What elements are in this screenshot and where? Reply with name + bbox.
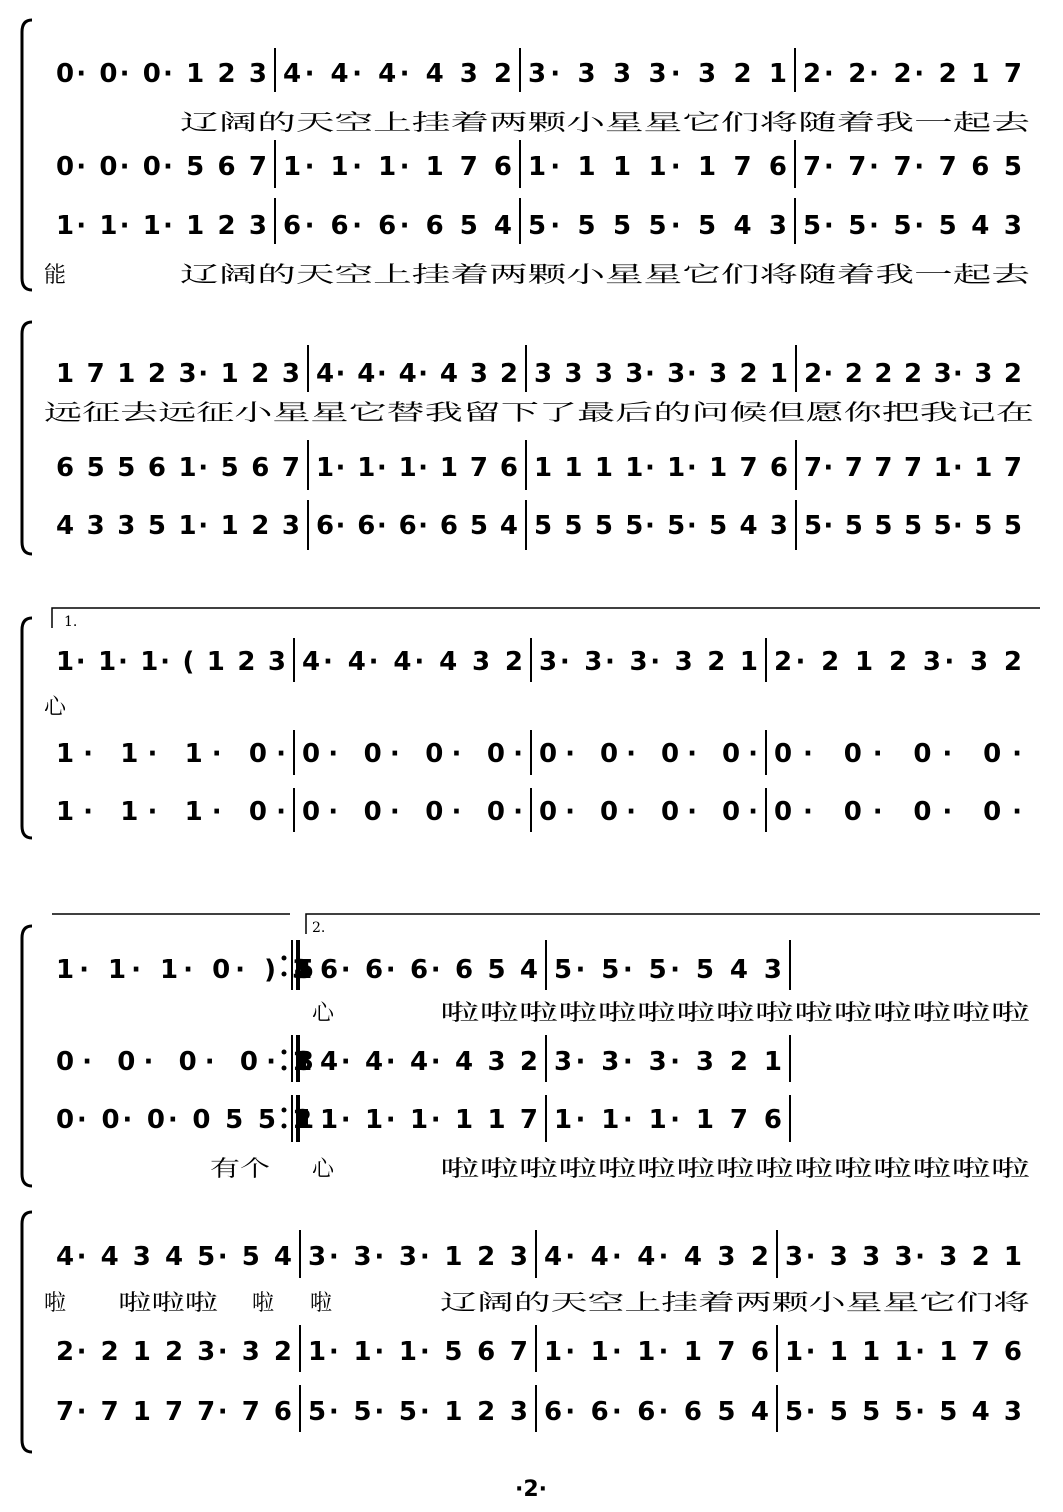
measure: 1· 1 1 1· 1 7 6 bbox=[785, 1337, 1022, 1367]
measure: 1· 1· 1· 1 7 6 bbox=[316, 453, 518, 483]
measure: 2· 2 1 2 3· 3 2 bbox=[56, 1337, 292, 1367]
measure: 1· 1 1 1· 1 7 6 bbox=[528, 152, 787, 182]
measure: 5· 5· 5· 5 4 3 bbox=[554, 955, 782, 985]
measure: 2· 2 1 2 3· 3 2 bbox=[774, 647, 1022, 677]
measure: 4· 4· 4· 4 3 2 bbox=[302, 647, 523, 677]
lyrics-row: 辽阔的天空上挂着两颗小星星它们将随着我一起去 bbox=[180, 263, 1030, 288]
measure: 6· 6· 6· 6 5 4 bbox=[320, 955, 538, 985]
volta-number: 2. bbox=[312, 920, 326, 936]
lyrics-row: 心 bbox=[44, 695, 67, 720]
system-bracket bbox=[22, 926, 32, 1186]
measure: 1· 1· 1· ( 1 2 3 bbox=[56, 647, 286, 677]
measure: 1 7 1 2 3· 1 2 3 bbox=[56, 359, 300, 389]
measure: 2· 2· 2· 2 1 7 bbox=[803, 59, 1022, 89]
measure: 0· 0· 0· 1 2 3 bbox=[56, 59, 267, 89]
measure: 5· 5 5 5· 5 4 3 bbox=[785, 1397, 1022, 1427]
measure: 1· 1· 1· 3 4 5 bbox=[292, 955, 315, 985]
system-bracket bbox=[22, 1212, 32, 1452]
lyrics-row: 啦啦啦 bbox=[118, 1291, 218, 1316]
repeat-dots bbox=[282, 956, 287, 1129]
lyrics-row: 啦 bbox=[44, 1291, 67, 1316]
measure: 0· 0· 0· 0· bbox=[539, 797, 758, 827]
system-2 bbox=[22, 322, 1034, 554]
measure: 0· 0· 0· 0· bbox=[56, 1047, 276, 1077]
lyrics-row: 心 bbox=[312, 1001, 335, 1026]
lyrics-row: 啦 bbox=[252, 1291, 275, 1316]
measure: 0· 0· 0· 0· bbox=[302, 797, 523, 827]
measure: 3 3 3 3· 3· 3 2 1 bbox=[534, 359, 788, 389]
measure: 6· 6· 6· 6 5 4 bbox=[316, 511, 518, 541]
measure: 1· 1· 1· 1 2 3 bbox=[56, 211, 267, 241]
measure: 0· 0· 0· 0· bbox=[539, 739, 758, 769]
measure: 4· 4· 4· 4 3 2 bbox=[316, 359, 518, 389]
measure: 5· 5· 5· 1 2 3 bbox=[308, 1397, 528, 1427]
measure: 2· 2 2 2 3· 3 2 bbox=[804, 359, 1022, 389]
measure: 0· 0· 0· 0· bbox=[774, 797, 1022, 827]
measure: 4· 4· 4· 4 3 2 bbox=[320, 1047, 538, 1077]
measure: 3· 3 3 3· 3 2 1 bbox=[785, 1242, 1022, 1272]
measure: 4· 4· 4· 4 3 2 bbox=[544, 1242, 769, 1272]
lyrics-row: 辽阔的天空上挂着两颗小星星它们将随着我一起去 bbox=[180, 111, 1030, 136]
system-5 bbox=[22, 1212, 1030, 1452]
measure: 0· 0· 0· 0· bbox=[302, 739, 523, 769]
measure: 1· 1· 1· 1 2 1 bbox=[292, 1105, 315, 1135]
volta-bracket bbox=[306, 914, 1040, 934]
measure: 1· 1· 1· 1 7 6 bbox=[283, 152, 512, 182]
measure: 5· 5 5 5 5· 5 5 bbox=[804, 511, 1022, 541]
measure: 5· 5 5 5· 5 4 3 bbox=[528, 211, 787, 241]
system-3 bbox=[22, 608, 1040, 838]
measure: 7· 7 7 7 1· 1 7 bbox=[804, 453, 1022, 483]
measure: 4· 4· 4· 4 3 2 bbox=[283, 59, 512, 89]
lyrics-row: 心 bbox=[312, 1157, 335, 1182]
measure: 3· 3· 3· 3 2 1 bbox=[539, 647, 758, 677]
measure: 1· 1· 1· 1 7 6 bbox=[554, 1105, 782, 1135]
lyrics-row: 能 bbox=[44, 263, 67, 288]
measure: 1· 1· 1· 0· bbox=[56, 739, 286, 769]
system-4 bbox=[22, 914, 1040, 1186]
measure: 0· 0· 0· 5 6 7 bbox=[56, 152, 267, 182]
measure: 4 3 3 5 1· 1 2 3 bbox=[56, 511, 300, 541]
lyrics-row: 有个 bbox=[210, 1157, 270, 1182]
measure: 3· 3· 3· 3 2 1 bbox=[554, 1047, 782, 1077]
system-bracket bbox=[22, 618, 32, 838]
measure: 1· 1· 1· 1 1 7 bbox=[320, 1105, 538, 1135]
measure: 7· 7· 7· 7 6 5 bbox=[803, 152, 1022, 182]
lyrics-row: 啦啦啦啦啦啦啦啦啦啦啦啦啦啦啦 bbox=[440, 1157, 1030, 1182]
measure: 1 1 1 1· 1· 1 7 6 bbox=[534, 453, 788, 483]
measure: 1· 1· 1· 1 2 3 bbox=[292, 1047, 315, 1077]
measure: 1· 1· 1· 0· bbox=[56, 797, 286, 827]
measure: 1· 1· 1· 1 7 6 bbox=[544, 1337, 769, 1367]
measure: 0· 0· 0· 0 5 5 bbox=[56, 1105, 276, 1135]
system-bracket bbox=[22, 322, 32, 554]
lyrics-row: 辽阔的天空上挂着两颗小星星它们将 bbox=[440, 1291, 1030, 1316]
measure: 7· 7 1 7 7· 7 6 bbox=[56, 1397, 292, 1427]
measure: 3· 3 3 3· 3 2 1 bbox=[528, 59, 787, 89]
volta-number: 1. bbox=[64, 614, 78, 630]
system-bracket bbox=[22, 20, 32, 290]
measure: 6 5 5 6 1· 5 6 7 bbox=[56, 453, 300, 483]
measure: 6· 6· 6· 6 5 4 bbox=[544, 1397, 769, 1427]
measure: 3· 3· 3· 1 2 3 bbox=[308, 1242, 528, 1272]
measure: 5· 5· 5· 5 4 3 bbox=[803, 211, 1022, 241]
measure: 0· 0· 0· 0· bbox=[774, 739, 1022, 769]
lyrics-row: 啦啦啦啦啦啦啦啦啦啦啦啦啦啦啦 bbox=[440, 1001, 1030, 1026]
measure: 5 5 5 5· 5· 5 4 3 bbox=[534, 511, 788, 541]
lyrics-row: 远征去远征小星星它替我留下了最后的问候但愿你把我记在 bbox=[44, 401, 1034, 426]
measure: 6· 6· 6· 6 5 4 bbox=[283, 211, 512, 241]
lyrics-row: 啦 bbox=[310, 1291, 333, 1316]
volta-bracket bbox=[52, 608, 1040, 628]
measure: 4· 4 3 4 5· 5 4 bbox=[56, 1242, 292, 1272]
page-number: ·2· bbox=[514, 1477, 548, 1502]
system-1 bbox=[22, 20, 1030, 290]
measure: 1· 1· 1· 0· ) bbox=[56, 955, 276, 985]
measure: 1· 1· 1· 5 6 7 bbox=[308, 1337, 528, 1367]
